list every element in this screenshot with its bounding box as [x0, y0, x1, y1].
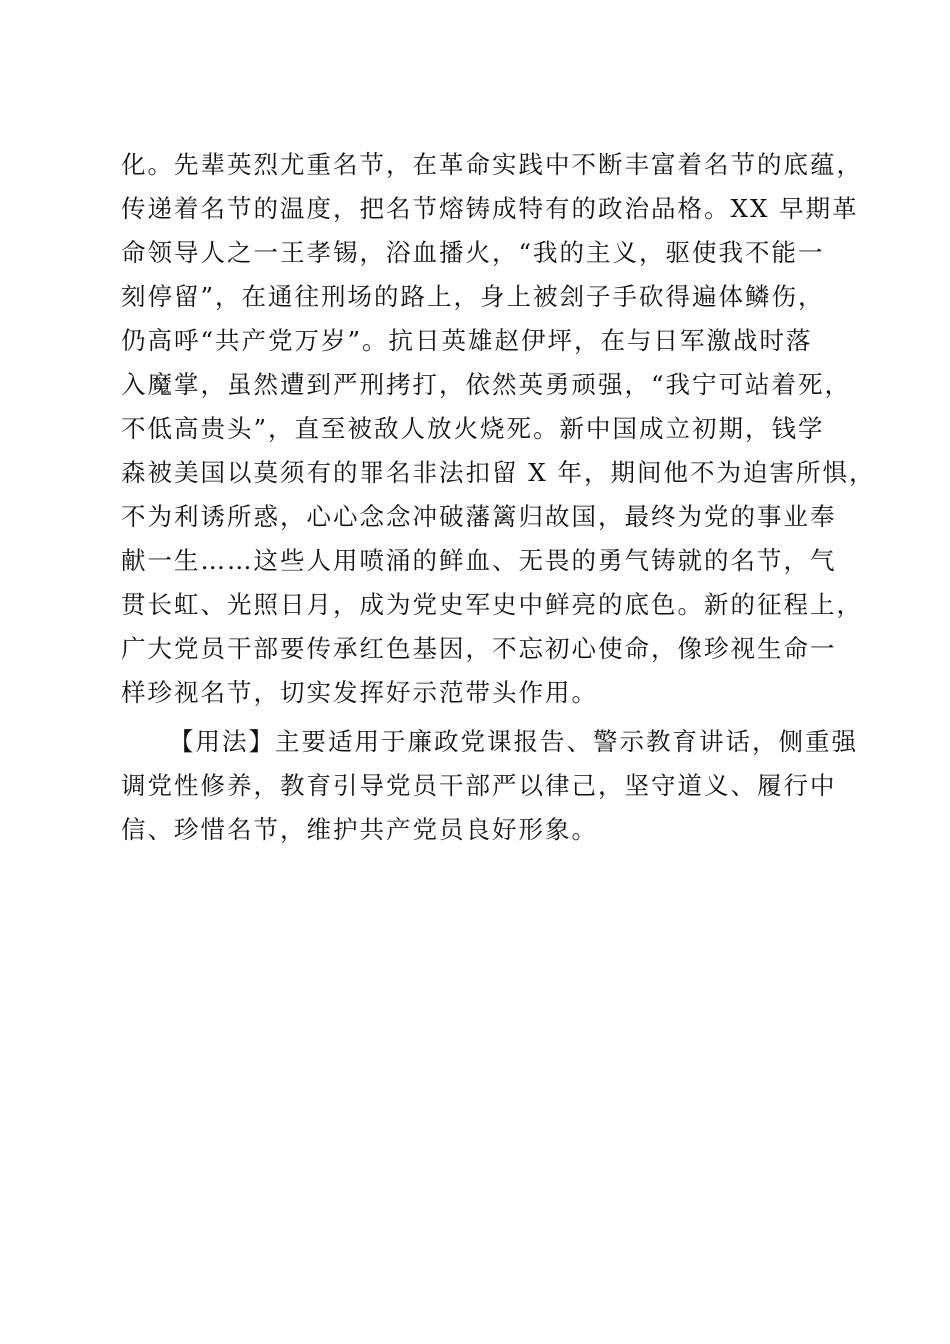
paragraph-line: 入魔掌，虽然遭到严刑拷打，依然英勇顽强，“我宁可站着死， — [121, 370, 852, 399]
paragraph-line: 献一生……这些人用喷涌的鲜血、无畏的勇气铸就的名节，气 — [121, 546, 837, 575]
paragraph-line: 森被美国以莫须有的罪名非法扣留 X 年，期间他不为迫害所惧， — [121, 458, 876, 487]
paragraph-line: 【用法】主要适用于廉政党课报告、警示教育讲话，侧重强 — [169, 727, 858, 756]
paragraph-line: 调党性修养，教育引导党员干部严以律己，坚守道义、履行中 — [121, 771, 837, 800]
paragraph-line: 信、珍惜名节，维护共产党员良好形象。 — [121, 815, 598, 844]
paragraph-line: 化。先辈英烈尤重名节，在革命实践中不断丰富着名节的底蕴， — [121, 150, 863, 179]
paragraph-line: 贯长虹、光照日月，成为党史军史中鲜亮的底色。新的征程上， — [121, 590, 863, 619]
paragraph-line: 不低高贵头”，直至被敌人放火烧死。新中国成立初期，钱学 — [121, 414, 825, 443]
paragraph-line: 广大党员干部要传承红色基因，不忘初心使命，像珍视生命一 — [121, 634, 837, 663]
paragraph-line: 不为利诱所惑，心心念念冲破藩篱归故国，最终为党的事业奉 — [121, 502, 837, 531]
paragraph-line: 仍高呼“共产党万岁”。抗日英雄赵伊坪，在与日军激战时落 — [121, 326, 813, 355]
paragraph-line: 命领导人之一王孝锡，浴血播火，“我的主义，驱使我不能一 — [121, 238, 825, 267]
paragraph-line: 样珍视名节，切实发挥好示范带头作用。 — [121, 678, 598, 707]
paragraph-line: 刻停留”，在通往刑场的路上，身上被刽子手砍得遍体鳞伤， — [121, 282, 825, 311]
paragraph-line: 传递着名节的温度，把名节熔铸成特有的政治品格。XX 早期革 — [121, 194, 859, 223]
